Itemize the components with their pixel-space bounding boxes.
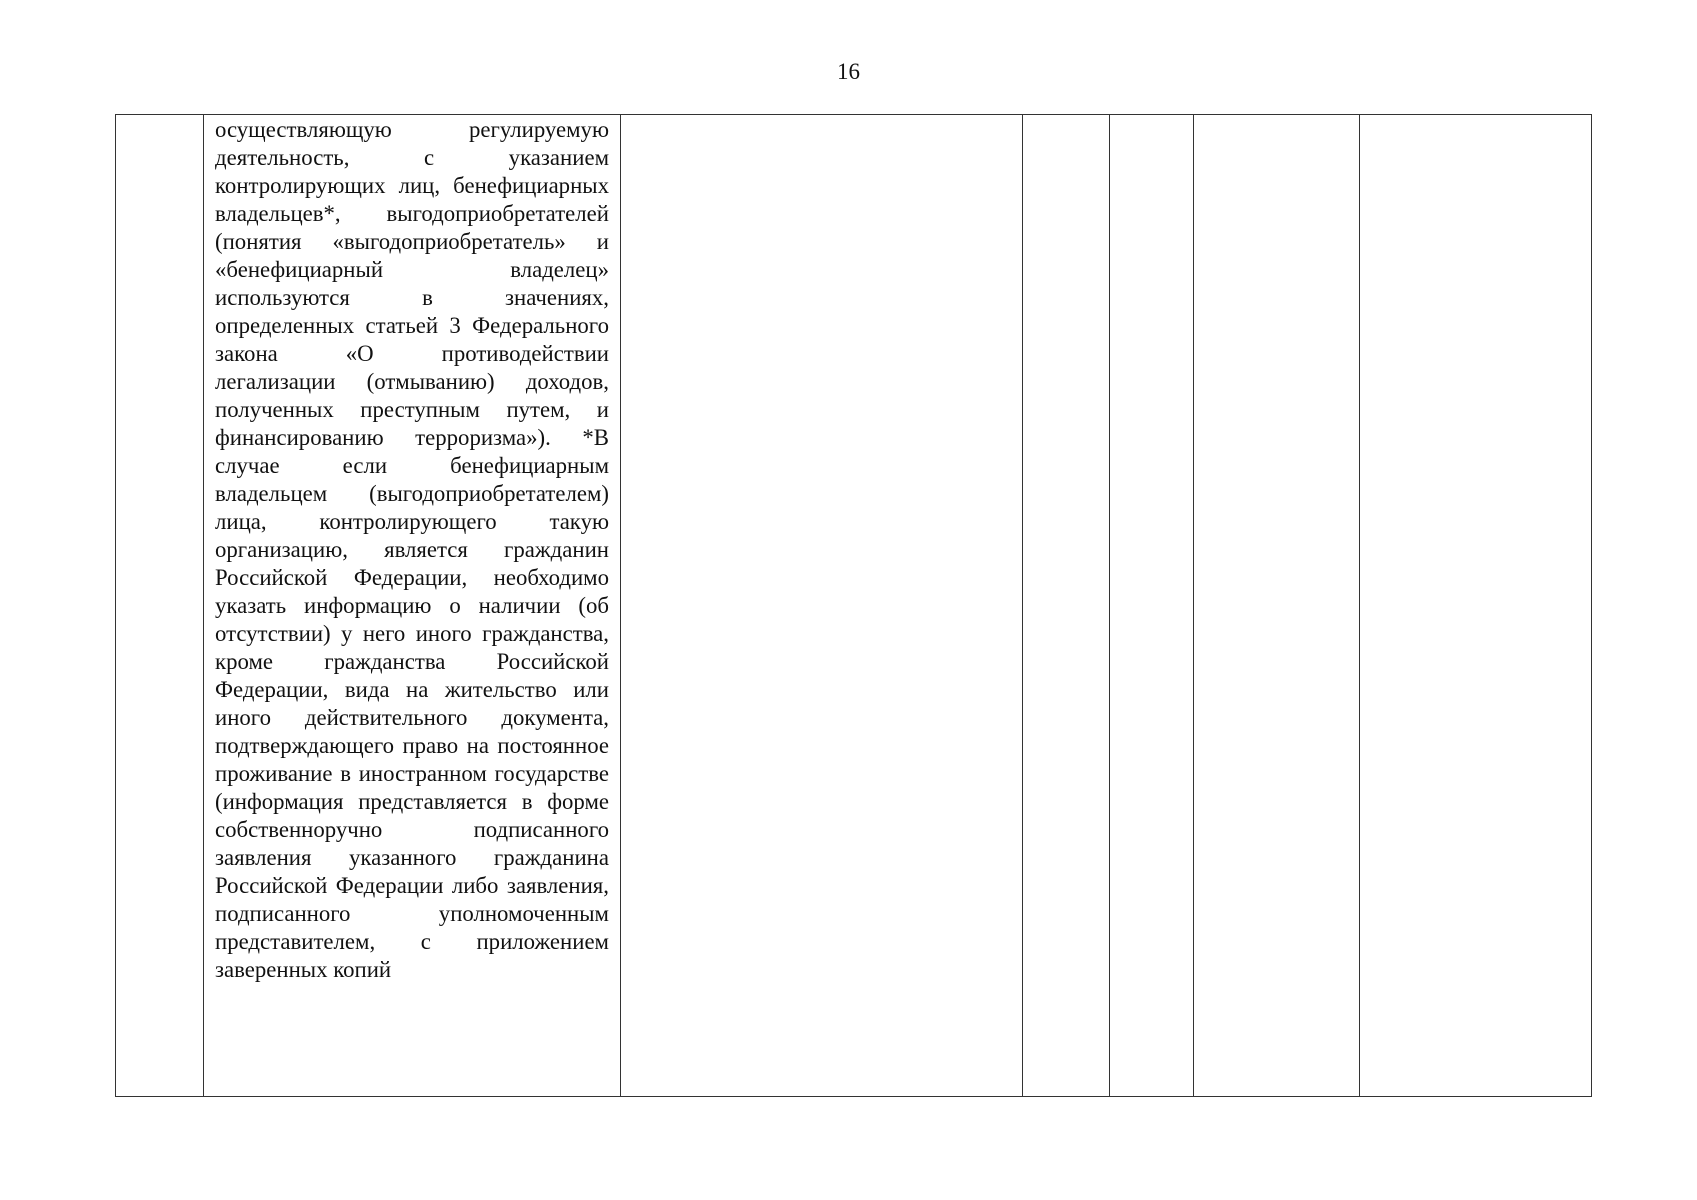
description-text: осуществляющую регулируемую деятельность, с указанием контролирующих лиц, бенефициарных владельцев*, выгодоприобретателей (понятия «выгодоприобретатель» и «бенефициарный владелец» используются в значениях, определенных статьей 3 Федерального закона «О противодействии легализации (отмыванию) доходов, полученных преступным путем, и финансированию терроризма»). *В случае если бенефициарным владельцем (выгодоприобретателем) лица, контролирующего такую организацию, является гражданин Российской Федерации, необходимо указать информацию о наличии (об отсутствии) у него иного гражданства, кроме гражданства Российской Федерации, вида на жительство или иного действительного документа, подтверждающего право на постоянное проживание в иностранном государстве (информация представляется в форме собственноручно подписанного заявления указанного гражданина Российской Федерации либо заявления, подписанного уполномоченным представителем, с приложением заверенных копий xyxy=(215,117,609,982)
table-cell-6 xyxy=(1194,115,1360,1097)
table-cell-description xyxy=(204,115,621,1097)
table-cell-3 xyxy=(621,115,1023,1097)
page-number: 16 xyxy=(837,59,860,84)
table-cell-4 xyxy=(1023,115,1110,1097)
table-cell-number xyxy=(116,115,204,1097)
table-cell-7 xyxy=(1360,115,1592,1097)
table-row xyxy=(116,115,1592,1097)
continuation-table xyxy=(115,114,1592,1097)
table-cell-5 xyxy=(1110,115,1194,1097)
